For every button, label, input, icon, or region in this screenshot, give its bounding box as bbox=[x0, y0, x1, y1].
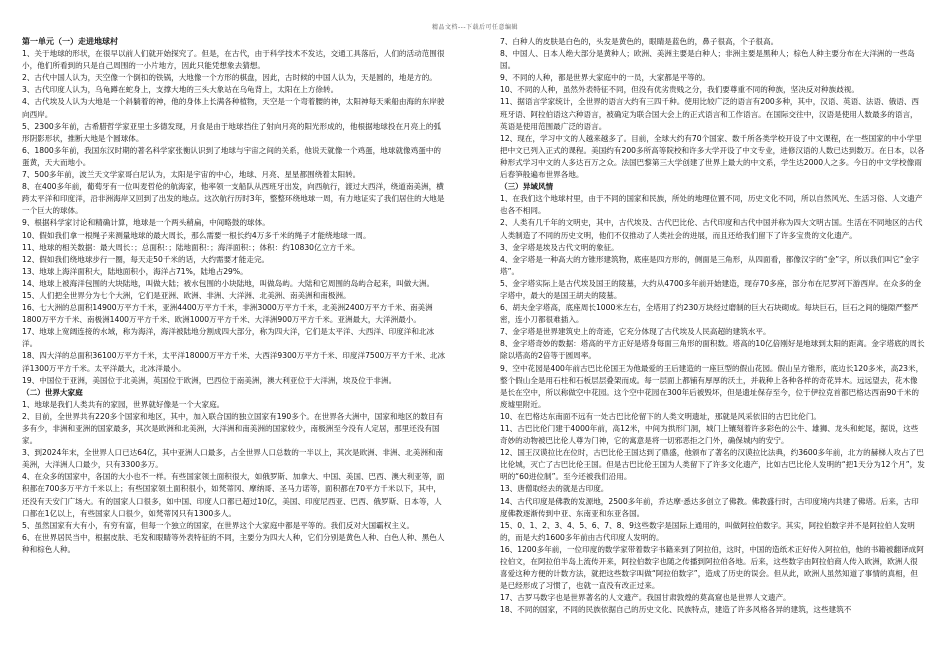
section-heading: （三）异域风情 bbox=[500, 182, 554, 192]
paragraph: 9、不同的人种，都是世界大家庭中的一员，大家都是平等的。 bbox=[500, 73, 710, 83]
paragraph: 6、1800多年前，我国东汉时期的著名科学家张衡认识到了地球与宇宙之间的关系，他说天就像一个鸡蛋，地球就像鸡蛋中的蛋黄，天大而地小。 bbox=[22, 145, 442, 167]
paragraph: 1、地球是我们人类共有的家园，世界就好像是一个大家庭。 bbox=[22, 399, 225, 409]
paragraph: 5、2300多年前，古希腊哲学家亚里士多德发现，月食是由于地球挡住了射向月亮的阳光形成的，他根据地球投在月亮上的弧形阴影形状，推断大地是个圆球体。 bbox=[22, 121, 442, 143]
paragraph: 16、1200多年前，一位印度的数学家带着数字书籍来到了阿拉伯，这时，中国的造纸术正好传入阿拉伯，他的书籍被翻译成阿拉伯文，在阿拉伯半岛上流传开来，阿拉伯数字也随之传播到阿拉伯各地。后来，这些数字由阿拉伯商人传入欧洲，欧洲人很喜爱这种方便的计数方法，就把这些数字叫做“阿拉伯数字”，造成了历史的误会。但从此，欧洲人虽然知道了事情的真相，但是已经形成了习惯了，也就一直没有改正过来。 bbox=[500, 544, 924, 591]
paragraph: 18、四大洋的总面积36100万平方千米，太平洋18000万平方千米、大西洋9300万平方千米、印度洋7500万平方千米、北冰洋1300万平方千米。太平洋最大，北冰洋最小。 bbox=[22, 351, 446, 373]
paragraph: 1、关于地球的形状，在很早以前人们就开始探究了。但是，在古代，由于科学技术不发达，交通工具落后，人们的活动范围很小，他们所看到的只是自己周围的一小片地方，因此只能凭想象去猜想。 bbox=[22, 49, 445, 71]
paragraph: 3、到2024年末，全世界人口已达64亿，其中亚洲人口最多，占全世界人口总数的一半以上，其次是欧洲、非洲、北美洲和南美洲，大洋洲人口最少，只有3300多万。 bbox=[22, 448, 444, 470]
paragraph: 8、金字塔奇妙的数据：塔高的平方正好是塔身每面三角形的面积数。塔高的10亿倍刚好是地球到太阳的距离。金字塔底的周长除以塔高的2倍等于圆周率。 bbox=[500, 339, 925, 361]
paragraph: 11、据语言学家统计，全世界的语言大约有三四千种。使用比较广泛的语言有200多种，其中，汉语、英语、法语、俄语、西班牙语、阿拉伯语这六种语言，被确定为联合国大会上的正式语言和工作语言。在国际交往中，汉语是使用人数最多的语言，英语是使用范围最广泛的语言。 bbox=[500, 97, 920, 131]
paragraph: 12、国王汉谟拉比在位时，古巴比伦王国达到了鼎盛，他颁布了著名的汉谟拉比法典，约3600多年前，北方的赫梯人攻占了巴比伦城，灭亡了古巴比伦王国。但是古巴比伦王国为人类留下了许多文化遗产，比如古巴比伦人发明的“把1天分为12个月”，发明的“60进位制”。至今还被我们沿用。 bbox=[500, 448, 925, 482]
paragraph: 6、胡夫金字塔高，底座周长1000米左右，全塔用了约230万块经过磨制的巨大石块砌成。每块巨石，巨石之间的缝隙严整严密，连小刀都很难插入。 bbox=[500, 303, 919, 325]
paragraph: 14、地球上被海洋包围的大块陆地，叫做大陆；被水包围的小块陆地，叫做岛屿。大陆和它周围的岛屿合起来，叫做大洲。 bbox=[22, 278, 435, 288]
paragraph: 4、古代埃及人认为大地是一个斜躺着的神，他的身体上长满各种植物，天空是一个弯着腰的神，太阳神每天乘船由海的东岸驶向西岸。 bbox=[22, 97, 445, 119]
paragraph: 18、不同的国家，不同的民族依据自己的历史文化、民族特点，建造了许多风格各异的建筑，这些建筑不 bbox=[500, 605, 852, 615]
paragraph: 15、人们把全世界分为七个大洲，它们是亚洲、欧洲、非洲、大洋洲、北美洲、南美洲和南极洲。 bbox=[22, 290, 351, 300]
paragraph: 13、唐僧取经去的就是古印度。 bbox=[500, 484, 609, 494]
paragraph: 7、白种人的皮肤是白色的，头发是黄色的，眼睛是蓝色的，鼻子很高，个子很高。 bbox=[500, 37, 779, 46]
paragraph: 9、空中花园是400年前古巴比伦国王为他最爱的王后建造的一座巨型的假山花园。假山呈方锥形，底边长120多米，高23米，整个假山全是用石柱和石板层层叠架而成。每一层面上都铺有厚厚的沃土，并栽种上各种各样的奇花异木。远远望去，花木像是长在空中，所以称做空中花园。这个空中花园在300年后被毁坏，但是遗址保存至今，位于伊拉克首都巴格达西南90千米的废墟里附近。 bbox=[500, 363, 924, 409]
page-header: 精品文档---下载后可任意编辑 bbox=[432, 24, 518, 31]
paragraph: 2、古代中国人认为，天空像一个倒扣的铁锅，大地像一个方形的棋盘，因此，古时候的中国人认为，天是圆的，地是方的。 bbox=[22, 73, 437, 83]
paragraph: 8、在400多年前，葡萄牙有一位叫麦哲伦的航海家，他率领一支船队从西班牙出发，向西航行，渡过大西洋，绕道南美洲，横跨太平洋和印度洋，沿非洲海岸又回到了出发的地点。这次航行历时3年，整整环绕地球一周，有力地证实了我们居住的大地是一个巨大的球体。 bbox=[22, 182, 445, 216]
right-column bbox=[500, 36, 925, 666]
paragraph: 10、不同的人种，虽然外表特征不同，但没有优劣贵贱之分，我们要尊重不同的种族，坚决反对种族歧视。 bbox=[500, 85, 859, 95]
paragraph: 1、在我们这个地球村里，由于不同的国家和民族，所处的地理位置不同，历史文化不同，所以自然风光、生活习俗、人文遗产也各不相同。 bbox=[500, 194, 923, 216]
paragraph: 14、古代印度是佛教的发源地，2500多年前，乔达摩·悉达多创立了佛教。佛教盛行时，古印度境内共建了佛塔。后来，古印度佛教逐渐传到中亚、东南亚和东亚各国。 bbox=[500, 496, 919, 518]
paragraph: 7、金字塔是世界建筑史上的奇迹，它充分体现了古代埃及人民高超的建筑水平。 bbox=[500, 327, 771, 337]
paragraph: 4、在众多的国家中，各国的大小也不一样。有些国家领土面积很大，如俄罗斯、加拿大、中国、美国、巴西、澳大利亚等，面积都在700多万平方千米以上；有些国家领土面积很小，如梵蒂冈、摩纳哥、圣马力诺等，面积都在70平方千米以下，其中，还没有天安门广场大。有的国家人口很多，如中国、印度人口都已超过10亿，美国、印度尼西亚、巴西、俄罗斯、日本等，人口都在1亿以上，有些国家人口很少，如梵蒂冈只有1300多人。 bbox=[22, 472, 445, 518]
paragraph: 2、目前，全世界共有220多个国家和地区，其中，加入联合国的独立国家有190多个。在世界各大洲中，国家和地区的数目有多有少，非洲和亚洲的国家最多，其次是欧洲和北美洲，大洋洲和南美洲的国家较少，南极洲至今没有人定居，那里还没有国家。 bbox=[22, 411, 444, 446]
paragraph: 4、金字塔是一种高大的方锥形建筑物，底座是四方形的，侧面是三角形，从四面看，都像汉字的“金”字，所以我们叫它“金字塔”。 bbox=[500, 254, 920, 276]
paragraph: 10、假如我们拿一根绳子来测量地球的最大周长，那么需要一根长约4万多千米的绳子才能绕地球一周。 bbox=[22, 230, 371, 240]
paragraph: 9、根据科学家讨论和精确计算，地球是一个两头稍扁，中间略鼓的球体。 bbox=[22, 218, 270, 228]
paragraph: 16、七大洲的总面积14900万平方千米，亚洲4400万平方千米，非洲3000万平方千米，北美洲2400万平方千米、南美洲1800万平方千米、南极洲1400万平方千米、欧洲1000万平方千米、大洋洲900万平方千米。亚洲最大，大洋洲最小。 bbox=[22, 303, 433, 325]
paragraph: 19、中国位于亚洲，美国位于北美洲，英国位于欧洲，巴西位于南美洲，澳大利亚位于大洋洲，埃及位于非洲。 bbox=[22, 375, 397, 385]
paragraph: 8、中国人、日本人绝大部分是黄种人；欧洲、美洲主要是白种人；非洲主要是黑种人；棕色人种主要分布在大洋洲的一些岛国。 bbox=[500, 49, 915, 71]
paragraph: 17、地球上宽阔连接的水域，称为海洋，海洋被陆地分割成四大部分，称为四大洋，它们是太平洋、大西洋、印度洋和北冰洋。 bbox=[22, 327, 435, 349]
paragraph: 13、地球上海洋面积大，陆地面积小，海洋占71%，陆地占29%。 bbox=[22, 266, 248, 276]
paragraph: 7、500多年前，波兰天文学家哥白尼认为，太阳是宇宙的中心，地球、月亮、星星都围绕着太阳转。 bbox=[22, 170, 361, 180]
section-heading: 第一单元（一）走进地球村 bbox=[22, 37, 118, 46]
paragraph: 2、人类有几千年的文明史，其中，古代埃及、古代巴比伦、古代印度和古代中国并称为四大文明古国。生活在不同地区的古代人类制造了不同的历史文明，他们不仅推动了人类社会的进展，而且还给我们留下了许多宝贵的文化遗产。 bbox=[500, 218, 923, 240]
paragraph: 11、古巴比伦门建于4000年前，高12米，中间为拱形门洞，城门上镶刻着许多彩色的公牛、雄狮、龙头和蛇尾，据说，这些奇妙的动物被巴比伦人尊为门神，它的寓意是将一切邪恶拒之门外，确保城内的安宁。 bbox=[500, 424, 919, 446]
paragraph: 17、古罗马数字也是世界著名的人文遗产。我国甘肃敦煌的莫高窟也是世界人文遗产。 bbox=[500, 593, 791, 603]
paragraph: 3、金字塔是埃及古代文明的象征。 bbox=[500, 242, 619, 252]
paragraph: 12、现在，学习中文的人越来越多了。目前，全球大约有70个国家、数千所各类学校开设了中文课程，在一些国家的中小学里把中文已列入正式的课程。美国约有200多所高等院校和许多大学开设了中文专业，进修汉语的人数已达到数万。在日本，以各种形式学习中文的人多达百万之众。法国巴黎第三大学创建了世界上最大的中文系，学生达2000人之多。今日的中文学校像雨后春笋般遍布世界各地。 bbox=[500, 133, 925, 180]
paragraph: 11、地球的相关数据：最大周长：；总面积：；陆地面积：；海洋面积：；体积：约10830亿立方千米。 bbox=[22, 242, 360, 252]
section-heading: （二）世界大家庭 bbox=[22, 387, 83, 397]
paragraph: 12、假如我们绕地球步行一圈，每天走50千米的话，大约需要才能走完。 bbox=[22, 254, 270, 264]
paragraph: 15、0、1、2、3、4、5、6、7、8、9这些数字是国际上通用的，叫做阿拉伯数字。其实，阿拉伯数字并不是阿拉伯人发明的，而是大约1600多年前由古代印度人发明的。 bbox=[500, 520, 915, 542]
left-column bbox=[22, 36, 447, 666]
paragraph: 3、古代印度人认为，乌龟蹲在蛇身上，支撑大地的三头大象站在乌龟背上，太阳在上方徐转。 bbox=[22, 85, 339, 95]
paragraph: 5、虽然国家有大有小，有穷有富，但每一个独立的国家，在世界这个大家庭中都是平等的。我们反对大国霸权主义。 bbox=[22, 520, 415, 530]
paragraph: 6、在世界居民当中，根据皮肤、毛发和眼睛等外表特征的不同，主要分为四大人种，它们分别是黄色人种、白色人种、黑色人种和棕色人种。 bbox=[22, 532, 445, 554]
paragraph: 10、在巴格达东南面不远有一处古巴比伦留下的人类文明遗址，那就是风采依旧的古巴比伦门。 bbox=[500, 411, 822, 421]
paragraph: 5、金字塔实际上是古代埃及国王的陵墓，大约从4700多年前开始建造，现存70多座，部分布在尼罗河下游西岸。在众多的金字塔中，最大的是国王胡夫的陵墓。 bbox=[500, 278, 922, 300]
